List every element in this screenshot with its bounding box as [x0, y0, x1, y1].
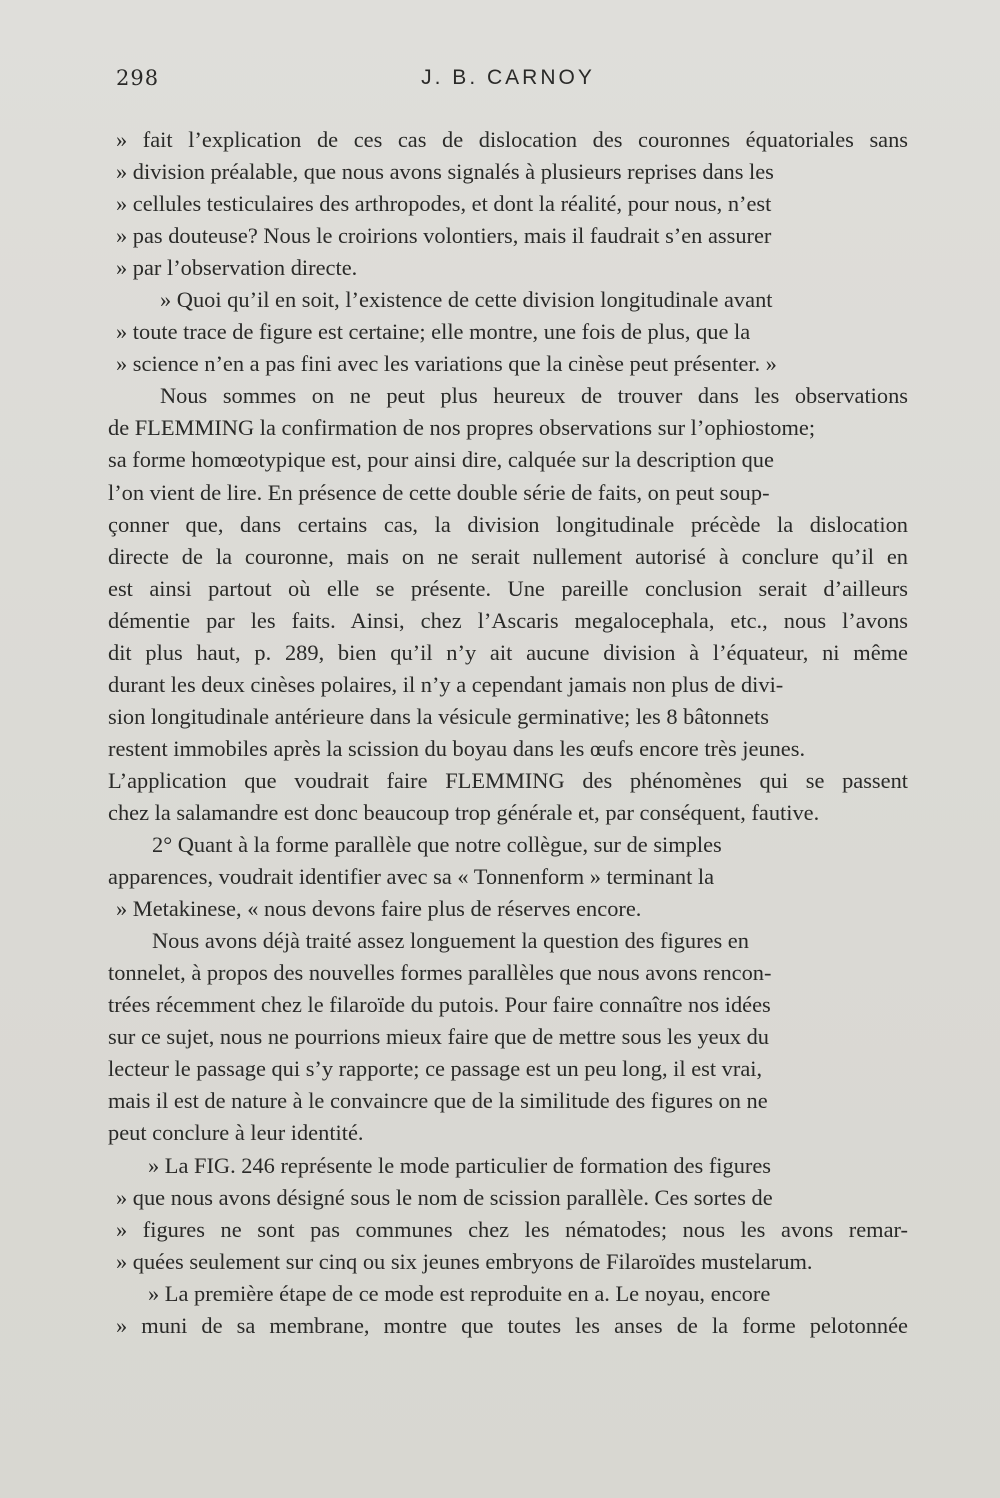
text-line: trées récemment chez le filaroïde du putois. Pour faire connaître nos idées	[108, 992, 771, 1018]
text-line: restent immobiles après la scission du boyau dans les œufs encore très jeunes.	[108, 735, 806, 761]
text-line: » La première étape de ce mode est reproduite en a. Le noyau, encore	[148, 1280, 771, 1306]
text-line: directe de la couronne, mais on ne serait nullement autorisé à conclure qu’il en	[108, 543, 908, 569]
text-line: » muni de sa membrane, montre que toutes les anses de la forme pelotonnée	[116, 1312, 908, 1338]
text-line: tonnelet, à propos des nouvelles formes parallèles que nous avons rencon-	[108, 960, 772, 986]
text-line: mais il est de nature à le convaincre que de la similitude des figures on ne	[108, 1088, 768, 1114]
text-line: peut conclure à leur identité.	[108, 1120, 364, 1146]
text-line: de FLEMMING la confirmation de nos propres observations sur l’ophiostome;	[108, 415, 816, 441]
text-line: L’application que voudrait faire FLEMMING des phénomènes qui se passent	[108, 767, 908, 793]
text-line: sur ce sujet, nous ne pourrions mieux faire que de mettre sous les yeux du	[108, 1024, 769, 1050]
text-line: sion longitudinale antérieure dans la vésicule germinative; les 8 bâtonnets	[108, 703, 769, 729]
text-line: sa forme homœotypique est, pour ainsi dire, calquée sur la description que	[108, 447, 774, 473]
text-line: » division préalable, que nous avons signalés à plusieurs reprises dans les	[116, 159, 774, 185]
text-line: » cellules testiculaires des arthropodes, et dont la réalité, pour nous, n’est	[116, 191, 772, 217]
body-text	[108, 124, 908, 1342]
text-line: apparences, voudrait identifier avec sa « Tonnenform » terminant la	[108, 864, 715, 890]
text-line: çonner que, dans certains cas, la division longitudinale précède la dislocation	[108, 511, 908, 537]
text-line: » figures ne sont pas communes chez les nématodes; nous les avons remar-	[116, 1216, 908, 1242]
text-line: » toute trace de figure est certaine; elle montre, une fois de plus, que la	[116, 319, 751, 345]
text-line: Nous sommes on ne peut plus heureux de trouver dans les observations	[160, 383, 908, 409]
text-line: dit plus haut, p. 289, bien qu’il n’y ait aucune division à l’équateur, ni même	[108, 639, 908, 665]
text-line: Nous avons déjà traité assez longuement la question des figures en	[152, 928, 749, 954]
text-line: est ainsi partout où elle se présente. Une pareille conclusion serait d’ailleurs	[108, 575, 908, 601]
page-header	[108, 66, 908, 96]
text-line: » La FIG. 246 représente le mode particulier de formation des figures	[148, 1152, 771, 1178]
text-line: lecteur le passage qui s’y rapporte; ce passage est un peu long, il est vrai,	[108, 1056, 763, 1082]
text-line: durant les deux cinèses polaires, il n’y a cependant jamais non plus de divi-	[108, 671, 784, 697]
text-line: » que nous avons désigné sous le nom de scission parallèle. Ces sortes de	[116, 1184, 773, 1210]
text-line: » pas douteuse? Nous le croirions volontiers, mais il faudrait s’en assurer	[116, 223, 772, 249]
text-line: » Quoi qu’il en soit, l’existence de cette division longitudinale avant	[160, 287, 773, 313]
text-line: » fait l’explication de ces cas de dislocation des couronnes équatoriales sans	[116, 127, 908, 152]
text-line: chez la salamandre est donc beaucoup trop générale et, par conséquent, fautive.	[108, 799, 820, 825]
page-number: 298	[116, 66, 160, 90]
text-line: » science n’en a pas fini avec les variations que la cinèse peut présenter. »	[116, 351, 777, 377]
text-line: l’on vient de lire. En présence de cette double série de faits, on peut soup-	[108, 479, 770, 505]
text-line: » Metakinese, « nous devons faire plus de réserves encore.	[116, 896, 642, 922]
running-head: J. B. CARNOY	[421, 66, 595, 89]
text-line: démentie par les faits. Ainsi, chez l’Ascaris megalocephala, etc., nous l’avons	[108, 607, 908, 633]
text-line: 2° Quant à la forme parallèle que notre collègue, sur de simples	[152, 832, 722, 858]
text-line: » par l’observation directe.	[116, 255, 358, 281]
text-line: » quées seulement sur cinq ou six jeunes embryons de Filaroïdes mustelarum.	[116, 1248, 813, 1274]
